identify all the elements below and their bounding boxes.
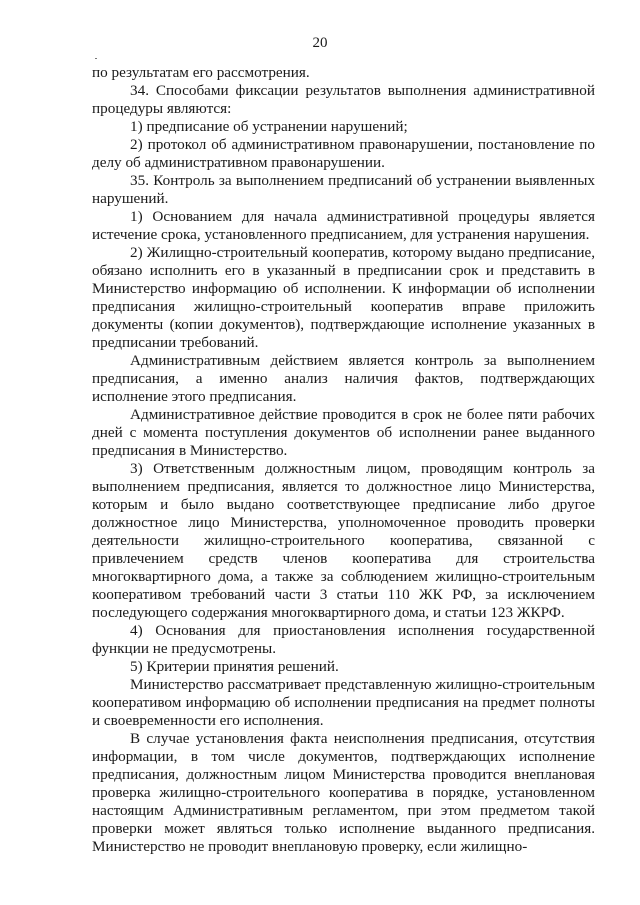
paragraph-item-34: 34. Способами фиксации результатов выполнения административной процедуры являются: <box>92 82 595 117</box>
document-body <box>92 64 595 856</box>
paragraph-continuation: по результатам его рассмотрения. <box>92 64 310 81</box>
paragraph-ministry-review: Министерство рассматривает представленную жилищно-строительным кооперативом информацию об исполнении предписания на предмет полноты и своевременности его исполнения. <box>92 676 595 729</box>
paragraph-item-35: 35. Контроль за выполнением предписаний об устранении выявленных нарушений. <box>92 172 595 207</box>
scan-speck <box>95 58 97 59</box>
paragraph-item-34-1: 1) предписание об устранении нарушений; <box>130 118 408 135</box>
paragraph-non-compliance: В случае установления факта неисполнения предписания, отсутствия информации, в том числе документов, подтверждающих исполнение предписания, должностным лицом Министерства проводится внеплановая проверка жилищно-строительного кооператива в порядке, установленном настоящим Административным регламентом, при этом предметом такой проверки может являться только исполнение выданного предписания. Министерство не проводит внеплановую проверку, если жилищно- <box>92 730 595 855</box>
paragraph-admin-action: Административным действием является контроль за выполнением предписания, а именно анализ наличия фактов, подтверждающих исполнение этого предписания. <box>92 352 595 405</box>
paragraph-action-deadline: Административное действие проводится в срок не более пяти рабочих дней с момента поступления документов об исполнении ранее выданного предписания в Министерство. <box>92 406 595 459</box>
paragraph-item-35-2: 2) Жилищно-строительный кооператив, которому выдано предписание, обязано исполнить его в указанный в предписании срок и представить в Министерство информацию об исполнении. К информации об исполнении предписания жилищно-строительный кооператив вправе приложить документы (копии документов), подтверждающие исполнение указанных в предписании требований. <box>92 244 595 351</box>
paragraph-item-35-5: 5) Критерии принятия решений. <box>130 658 339 675</box>
paragraph-item-35-4: 4) Основания для приостановления исполнения государственной функции не предусмотрены. <box>92 622 595 657</box>
paragraph-item-34-2: 2) протокол об административном правонарушении, постановление по делу об административном правонарушении. <box>92 136 595 171</box>
page-number: 20 <box>312 35 328 51</box>
paragraph-item-35-1: 1) Основанием для начала административной процедуры является истечение срока, установленного предписанием, для устранения нарушения. <box>92 208 595 243</box>
paragraph-item-35-3: 3) Ответственным должностным лицом, проводящим контроль за выполнением предписания, является то должностное лицо Министерства, которым и было выдано соответствующее предписание либо другое должностное лицо Министерства, уполномоченное проводить проверки деятельности жилищно-строительного кооператива, связанной с привлечением средств членов кооператива для строительства многоквартирного дома, а также за соблюдением жилищно-строительным кооперативом требований части 3 статьи 110 ЖК РФ, за исключением последующего содержания многоквартирного дома, и статьи 123 ЖКРФ. <box>92 460 595 621</box>
